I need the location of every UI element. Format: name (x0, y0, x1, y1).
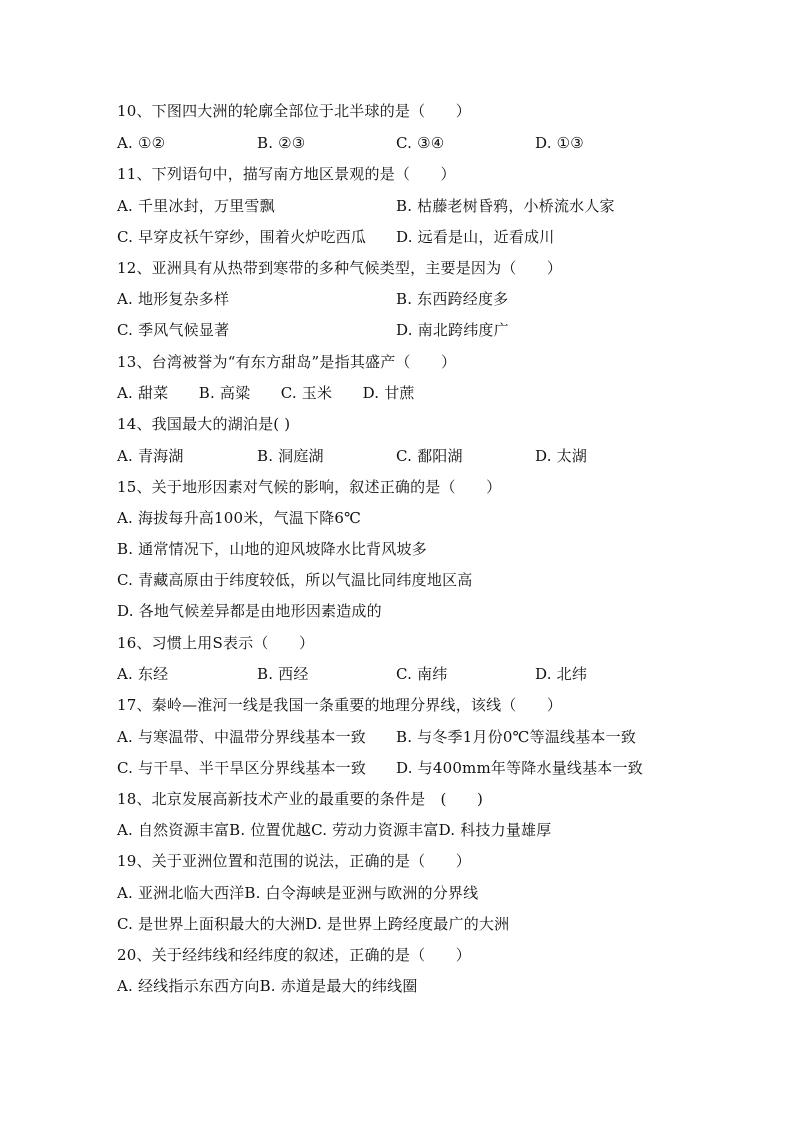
question-14-stem: 14、我国最大的湖泊是( ) (117, 415, 291, 433)
question-15-option-b: B. 通常情况下，山地的迎风坡降水比背风坡多 (117, 540, 427, 558)
question-15-option-a: A. 海拔每升高100米，气温下降6℃ (117, 509, 362, 527)
question-12-option-d: D. 南北跨纬度广 (396, 321, 509, 339)
question-15-option-c: C. 青藏高原由于纬度较低，所以气温比同纬度地区高 (117, 571, 473, 589)
question-16-stem: 16、习惯上用S表示（ ） (117, 634, 315, 652)
question-14-option-a: A. 青海湖 (117, 447, 184, 465)
question-10-option-c: C. ③④ (396, 134, 445, 152)
question-12-stem: 12、亚洲具有从热带到寒带的多种气候类型，主要是因为（ ） (117, 259, 563, 277)
question-19-options-line-1: A. 亚洲北临大西洋B. 白令海峡是亚洲与欧洲的分界线 (117, 884, 479, 902)
question-16-option-b: B. 西经 (257, 665, 309, 683)
question-18-options: A. 自然资源丰富B. 位置优越C. 劳动力资源丰富D. 科技力量雄厚 (117, 821, 552, 839)
question-17-option-b: B. 与冬季1月份0℃等温线基本一致 (396, 728, 637, 746)
question-17-option-a: A. 与寒温带、中温带分界线基本一致 (117, 728, 366, 746)
question-11-stem: 11、下列语句中，描写南方地区景观的是（ ） (117, 165, 456, 183)
question-13-stem: 13、台湾被誉为“有东方甜岛”是指其盛产（ ） (117, 353, 457, 371)
question-16-option-a: A. 东经 (117, 665, 169, 683)
question-12-option-b: B. 东西跨经度多 (396, 290, 509, 308)
question-18-stem: 18、北京发展高新技术产业的最重要的条件是 ( ) (117, 790, 483, 808)
question-12-option-a: A. 地形复杂多样 (117, 290, 230, 308)
question-19-options-line-2: C. 是世界上面积最大的大洲D. 是世界上跨经度最广的大洲 (117, 915, 510, 933)
question-20-options-line-1: A. 经线指示东西方向B. 赤道是最大的纬线圈 (117, 977, 418, 995)
question-17-option-d: D. 与400mm年等降水量线基本一致 (396, 759, 643, 777)
question-11-option-b: B. 枯藤老树昏鸦，小桥流水人家 (396, 197, 615, 215)
question-14-option-b: B. 洞庭湖 (257, 447, 324, 465)
question-11-option-d: D. 远看是山，近看成川 (396, 228, 555, 246)
question-11-option-c: C. 早穿皮袄午穿纱，围着火炉吃西瓜 (117, 228, 367, 246)
question-20-stem: 20、关于经纬线和经纬度的叙述，正确的是（ ） (117, 946, 471, 964)
question-15-option-d: D. 各地气候差异都是由地形因素造成的 (117, 602, 382, 620)
question-19-stem: 19、关于亚洲位置和范围的说法，正确的是（ ） (117, 852, 471, 870)
question-16-option-c: C. 南纬 (396, 665, 448, 683)
question-16-option-d: D. 北纬 (535, 665, 588, 683)
question-17-option-c: C. 与干旱、半干旱区分界线基本一致 (117, 759, 367, 777)
question-13-options: A. 甜菜 B. 高粱 C. 玉米 D. 甘蔗 (117, 384, 415, 402)
question-10-option-d: D. ①③ (535, 134, 584, 152)
question-17-stem: 17、秦岭—淮河一线是我国一条重要的地理分界线，该线（ ） (117, 696, 563, 714)
question-15-stem: 15、关于地形因素对气候的影响，叙述正确的是（ ） (117, 478, 502, 496)
question-10-option-a: A. ①② (117, 134, 166, 152)
question-14-option-d: D. 太湖 (535, 447, 588, 465)
question-10-stem: 10、下图四大洲的轮廓全部位于北半球的是（ ） (117, 102, 471, 120)
question-11-option-a: A. 千里冰封，万里雪飘 (117, 197, 275, 215)
question-12-option-c: C. 季风气候显著 (117, 321, 230, 339)
question-14-option-c: C. 鄱阳湖 (396, 447, 463, 465)
question-10-option-b: B. ②③ (257, 134, 306, 152)
